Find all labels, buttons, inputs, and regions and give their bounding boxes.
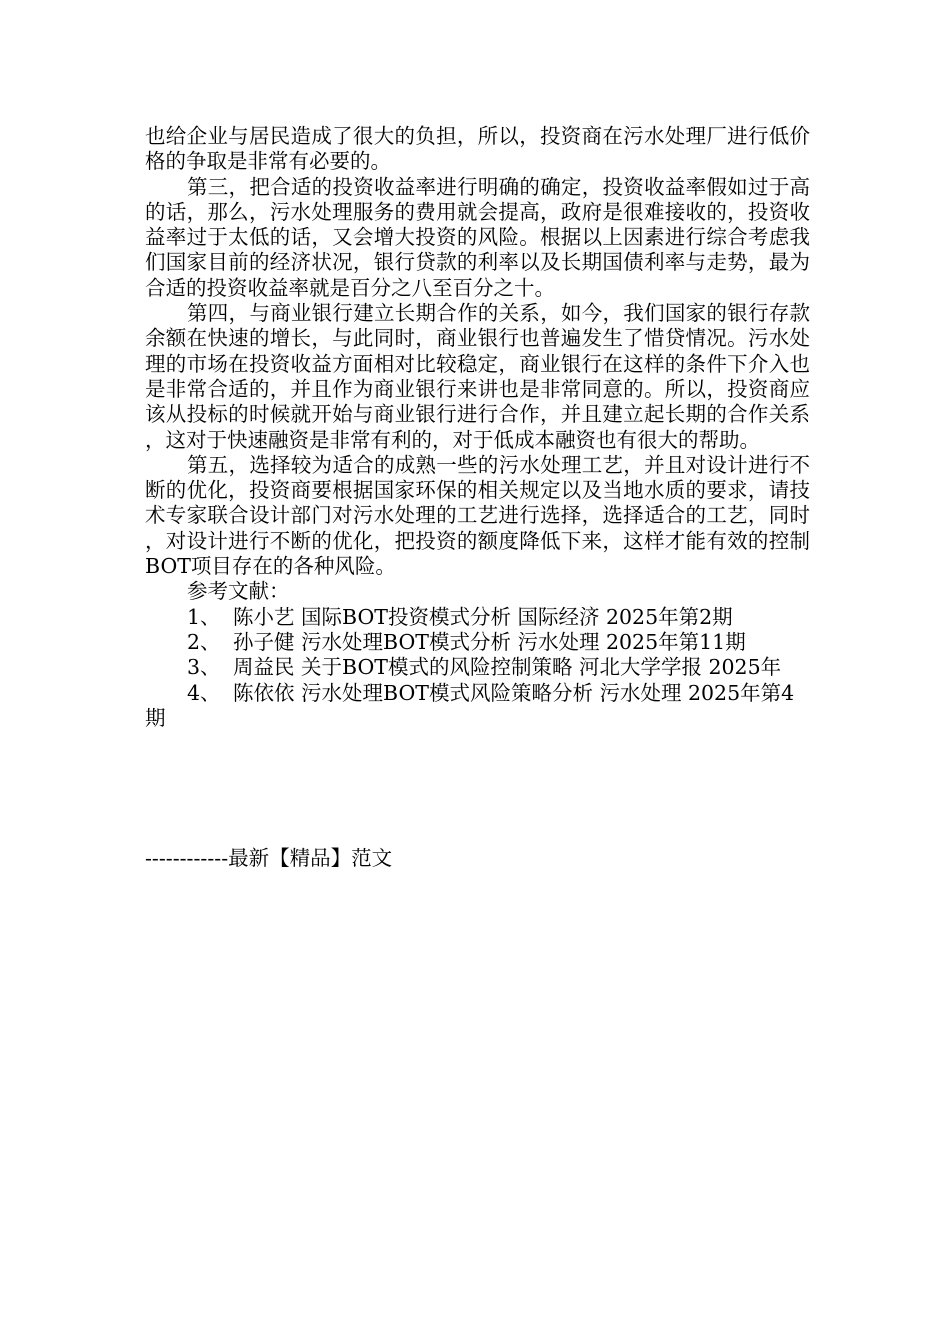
paragraph-fourth-point: 第四，与商业银行建立长期合作的关系，如今，我们国家的银行存款余额在快速的增长，与此同时，商业银行也普遍发生了惜贷情况。污水处理的市场在投资收益方面相对比较稳定，商业银行在这样的条件下介入也是非常合适的，并且作为商业银行来讲也是非常同意的。所以，投资商应该从投标的时候就开始与商业银行进行合作，并且建立起长期的合作关系，这对于快速融资是非常有利的，对于低成本融资也有很大的帮助。 <box>145 301 810 452</box>
paragraph-third-point: 第三，把合适的投资收益率进行明确的确定，投资收益率假如过于高的话，那么，污水处理服务的费用就会提高，政府是很难接收的，投资收益率过于太低的话，又会增大投资的风险。根据以上因素进行综合考虑我们国家目前的经济状况，银行贷款的利率以及长期国债利率与走势，最为合适的投资收益率就是百分之八至百分之十。 <box>145 174 810 300</box>
reference-item <box>145 681 810 732</box>
reference-number: 3、 <box>187 655 221 680</box>
footer-tagline: ------------最新【精品】范文 <box>145 846 393 870</box>
reference-number: 2、 <box>187 629 221 654</box>
paragraph-continuation: 也给企业与居民造成了很大的负担，所以，投资商在污水处理厂进行低价格的争取是非常有必要的。 <box>145 124 810 174</box>
reference-text: 孙子健 污水处理BOT模式分析 污水处理 2025年第11期 <box>233 629 746 654</box>
reference-number: 1、 <box>187 604 221 629</box>
reference-item <box>145 605 810 630</box>
document-body <box>145 124 810 731</box>
reference-text: 周益民 关于BOT模式的风险控制策略 河北大学学报 2025年 <box>233 655 782 680</box>
reference-item <box>145 655 810 680</box>
reference-text: 陈小艺 国际BOT投资模式分析 国际经济 2025年第2期 <box>233 604 733 629</box>
reference-item <box>145 630 810 655</box>
references-title: 参考文献： <box>187 579 290 604</box>
reference-number: 4、 <box>187 680 221 705</box>
reference-text: 陈依依 污水处理BOT模式风险策略分析 污水处理 2025年第4期 <box>145 680 795 730</box>
paragraph-fifth-point: 第五，选择较为适合的成熟一些的污水处理工艺，并且对设计进行不断的优化，投资商要根据国家环保的相关规定以及当地水质的要求，请技术专家联合设计部门对污水处理的工艺进行选择，选择适合的工艺，同时，对设计进行不断的优化，把投资的额度降低下来，这样才能有效的控制BOT项目存在的各种风险。 <box>145 452 810 579</box>
